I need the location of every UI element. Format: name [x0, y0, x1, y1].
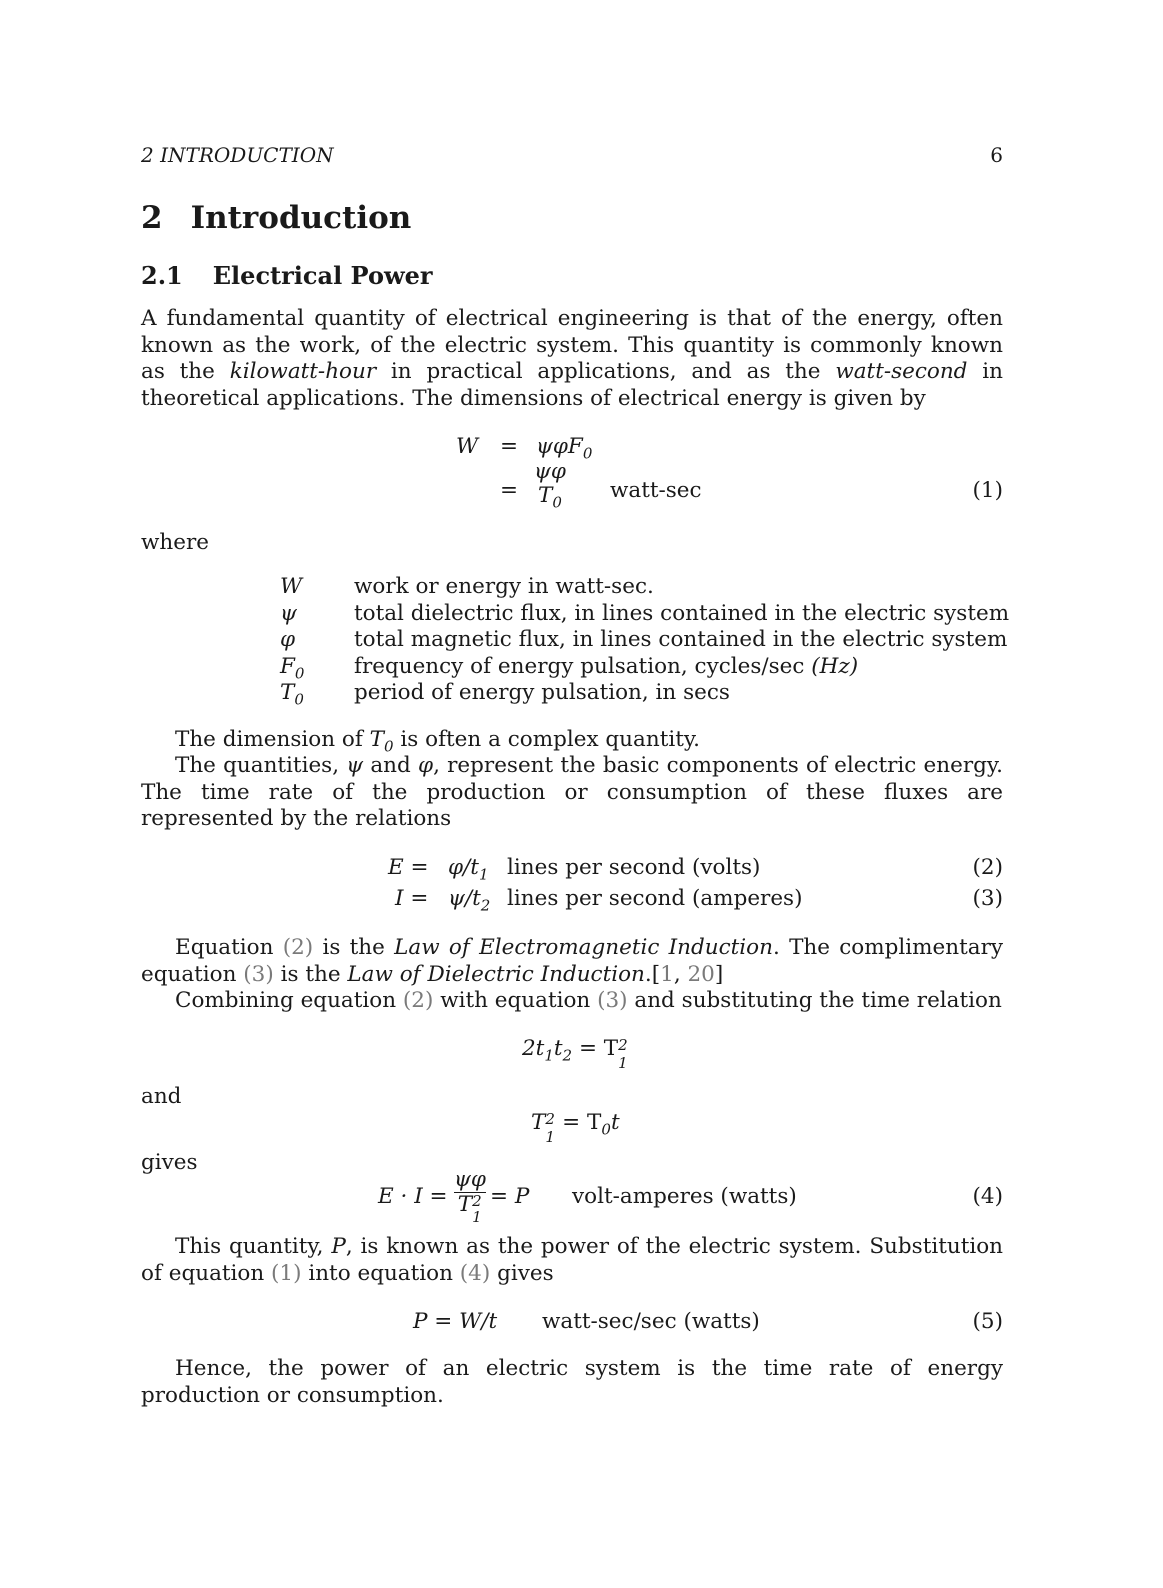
equation-ref[interactable]: (1)	[271, 1260, 302, 1286]
equation-ref[interactable]: (4)	[459, 1260, 491, 1286]
eq4-fraction	[454, 1167, 486, 1226]
eq4-frac-num: ψφ	[454, 1167, 486, 1192]
running-header-title: 2 INTRODUCTION	[141, 143, 334, 167]
eq2-rhs: $\varphi/t_1$	[448, 855, 489, 884]
eq4-number: (4)	[972, 1184, 1003, 1209]
text-run: is often a complex quantity.	[393, 727, 700, 752]
definitions-list	[280, 574, 1010, 709]
eq3-desc: lines per second (amperes)	[507, 886, 803, 911]
section-title: Introduction	[190, 200, 412, 236]
definition-row	[280, 627, 1008, 654]
definition-row	[280, 574, 654, 601]
where-label: where	[141, 530, 209, 555]
subsection-number: 2.1	[141, 261, 183, 290]
equation-3	[395, 886, 803, 915]
definition-symbol: $F_0$	[280, 653, 305, 682]
definition-row	[280, 653, 859, 682]
eq1-rhs1: ψφF$_0$	[536, 434, 593, 463]
paragraph-quantities	[141, 753, 1003, 833]
equation-time-relation: $2t_1t_2 = T$ 2 1	[522, 1036, 628, 1072]
eq1-number: (1)	[972, 478, 1003, 503]
eq4-rhs: = P	[490, 1184, 530, 1209]
symbol: ψ	[346, 753, 364, 778]
text-run: The dimension of	[175, 727, 370, 752]
definition-desc: period of energy pulsation, in secs	[354, 680, 730, 705]
subsection-title: Electrical Power	[212, 261, 433, 290]
symbol: $T_0$	[369, 727, 394, 756]
definition-row	[280, 600, 1010, 628]
eq1-lhs: W	[456, 434, 479, 459]
paragraph-power: This quantity, P, is known as the power of the electric system. Substitution of equation (1) into equation (4) gives	[141, 1234, 1003, 1286]
eq1-unit: watt-sec	[610, 478, 702, 503]
eq1-equals-2: =	[500, 478, 519, 503]
symbol: φ	[418, 753, 434, 778]
paragraph-combining: Combining equation (2) with equation (3) and substituting the time relation	[175, 988, 1002, 1013]
paragraph-intro	[141, 306, 1003, 412]
equation-ref[interactable]: (3)	[243, 961, 274, 987]
text-run: and	[363, 753, 419, 778]
definition-symbol: W	[280, 574, 303, 599]
eq5-number: (5)	[972, 1309, 1003, 1334]
emphasis: watt-second	[835, 359, 968, 384]
citation-ref[interactable]: 20	[687, 961, 715, 987]
equation-2	[388, 855, 761, 884]
eq5-lhs: P = W/t	[413, 1309, 498, 1334]
equation-ref[interactable]: (2)	[282, 935, 314, 960]
eq5-unit: watt-sec/sec (watts)	[542, 1309, 760, 1334]
gives-label: gives	[141, 1150, 198, 1175]
emphasis: kilowatt-hour	[229, 359, 377, 384]
definition-desc: total magnetic flux, in lines contained in the electric system	[354, 627, 1008, 652]
equation-ref[interactable]: (3)	[597, 988, 628, 1013]
paragraph-t0	[141, 727, 1003, 754]
eq4-unit: volt-amperes (watts)	[572, 1184, 797, 1209]
text-run: , represent the basic components of electric energy. The time rate of the production or consumption of these fluxes are represented by the relations	[141, 753, 1003, 831]
eq3-rhs: $\psi/t_2$	[448, 886, 491, 915]
eq1-fraction	[534, 459, 566, 512]
paragraph-hence: Hence, the power of an electric system is the time rate of energy production or consumption.	[141, 1356, 1003, 1408]
equation-ref[interactable]: (2)	[402, 988, 434, 1013]
subsection-heading	[141, 261, 433, 290]
definition-symbol: φ	[280, 627, 296, 652]
definition-desc: work or energy in watt-sec.	[354, 574, 654, 599]
equation-1-line1	[456, 434, 593, 463]
text-run: A fundamental quantity of electrical engineering is that of the energy, often known as the work, of the electric system. This quantity is commonly known as the	[141, 306, 1003, 384]
definition-symbol: $T_0$	[280, 680, 304, 709]
equation-t1-relation: T 2 1 = $T_0t$	[531, 1110, 620, 1146]
definition-desc: total dielectric flux, in lines contained in the electric system	[354, 600, 1010, 626]
equation-5	[413, 1309, 760, 1336]
page-number: 6	[990, 143, 1003, 167]
eq3-lhs: I =	[395, 886, 429, 911]
and-label: and	[141, 1084, 182, 1109]
section-heading	[141, 200, 411, 236]
eq2-lhs: E =	[388, 855, 429, 880]
section-number: 2	[141, 200, 163, 236]
definition-desc: frequency of energy pulsation, cycles/sec (Hz)	[354, 653, 859, 679]
equation-4	[378, 1168, 798, 1228]
eq2-number: (2)	[972, 855, 1003, 880]
text-run: in practical applications, and as the	[376, 359, 836, 384]
definition-symbol: ψ	[280, 600, 297, 626]
text-run: in theoretical applications. The dimensions of electrical energy is given by	[141, 359, 1003, 411]
eq2-desc: lines per second (volts)	[507, 855, 761, 880]
eq3-number: (3)	[972, 886, 1003, 911]
eq1-frac-num: ψφ	[534, 459, 566, 484]
definition-row	[280, 680, 730, 709]
text-run: The quantities,	[175, 753, 347, 778]
eq1-equals: =	[500, 434, 519, 459]
eq4-lhs: E · I =	[378, 1184, 448, 1209]
eq1-frac-den: $T_0$	[538, 483, 562, 512]
paragraph-laws: Equation (2) is the Law of Electromagnetic Induction. The complimentary equation (3) is the Law of Dielectric Induction.[1, 20]	[141, 935, 1003, 987]
eq4-frac-den: T 2 1	[454, 1192, 486, 1217]
citation-ref[interactable]: 1	[660, 961, 674, 987]
